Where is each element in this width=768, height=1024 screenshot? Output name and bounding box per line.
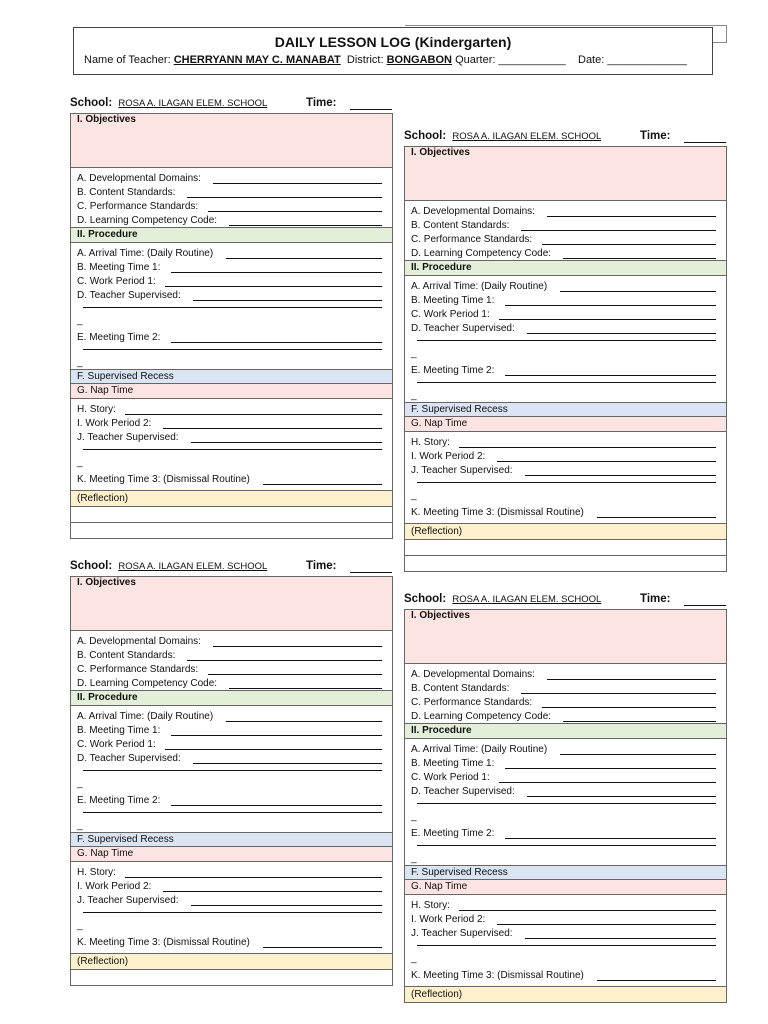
dash-mark: _ (77, 457, 83, 468)
dash-mark: _ (77, 315, 83, 326)
dash-mark: _ (77, 920, 83, 931)
blank-line (77, 766, 392, 780)
supervised-recess-row: F. Supervised Recess (405, 403, 726, 417)
teacher-label: Name of Teacher: (84, 54, 171, 66)
time-line (350, 572, 392, 573)
afternoon-details (405, 895, 726, 987)
performance-standards-field: C. Performance Standards: (411, 696, 726, 710)
top-rule (405, 25, 727, 26)
school-line (404, 593, 727, 609)
school-name: ROSA A. ILAGAN ELEM. SCHOOL (118, 561, 268, 572)
time-label: Time: (306, 560, 337, 572)
time-line (684, 142, 726, 143)
time-line (350, 109, 392, 110)
page-title: DAILY LESSON LOG (Kindergarten) (274, 34, 512, 50)
dash-mark: _ (411, 953, 417, 964)
procedure-row (405, 261, 726, 276)
dash-mark: _ (77, 357, 83, 368)
nap-time-row: G. Nap Time (71, 847, 392, 862)
procedure-label: II. Procedure (77, 229, 138, 240)
meeting-time-2-field: E. Meeting Time 2: (411, 827, 726, 841)
competency-code-field: D. Learning Competency Code: (411, 247, 726, 261)
district-label: District: (346, 54, 384, 66)
dash-mark: _ (411, 853, 417, 864)
procedure-details (71, 706, 392, 833)
teacher-supervised-d-field: D. Teacher Supervised: (77, 289, 392, 303)
reflection-row: (Reflection) (71, 491, 392, 507)
work-period-2-field: I. Work Period 2: (77, 880, 392, 894)
lesson-table (70, 576, 393, 986)
school-label: School: (70, 97, 113, 109)
arrival-time-field: A. Arrival Time: (Daily Routine) (77, 247, 392, 261)
blank-line (77, 908, 392, 922)
dash-mark: _ (411, 811, 417, 822)
reflection-row: (Reflection) (71, 954, 392, 970)
work-period-1-field: C. Work Period 1: (77, 738, 392, 752)
content-standards-field: B. Content Standards: (411, 219, 726, 233)
work-period-1-field: C. Work Period 1: (411, 308, 726, 322)
reflection-row: (Reflection) (405, 524, 726, 540)
procedure-row (71, 691, 392, 706)
procedure-details (405, 276, 726, 403)
objectives-row (71, 577, 392, 631)
work-period-2-field: I. Work Period 2: (411, 913, 726, 927)
objectives-row (405, 147, 726, 201)
objectives-details (405, 201, 726, 261)
dash-mark: _ (77, 820, 83, 831)
school-name: ROSA A. ILAGAN ELEM. SCHOOL (452, 594, 602, 605)
school-label: School: (404, 593, 447, 605)
school-name: ROSA A. ILAGAN ELEM. SCHOOL (452, 131, 602, 142)
teacher-supervised-j-field: J. Teacher Supervised: (411, 927, 726, 941)
teacher-supervised-j-field: J. Teacher Supervised: (411, 464, 726, 478)
lesson-table (404, 146, 727, 572)
blank-line (77, 303, 392, 317)
time-label: Time: (640, 593, 671, 605)
meeting-time-2-field: E. Meeting Time 2: (77, 331, 392, 345)
school-name: ROSA A. ILAGAN ELEM. SCHOOL (118, 98, 268, 109)
procedure-details (71, 243, 392, 370)
blank-line (411, 336, 726, 350)
teacher-supervised-d-field: D. Teacher Supervised: (411, 322, 726, 336)
meeting-time-3-field: K. Meeting Time 3: (Dismissal Routine) (77, 936, 392, 950)
dev-domains-field: A. Developmental Domains: (77, 172, 392, 186)
district-name: BONGABON (386, 54, 452, 66)
blank-line (411, 478, 726, 492)
objectives-details (405, 664, 726, 724)
lesson-block-3 (70, 560, 393, 986)
nap-time-row: G. Nap Time (71, 384, 392, 399)
competency-code-field: D. Learning Competency Code: (77, 677, 392, 691)
procedure-label: II. Procedure (77, 692, 138, 703)
meeting-time-3-field: K. Meeting Time 3: (Dismissal Routine) (77, 473, 392, 487)
meeting-time-2-field: E. Meeting Time 2: (77, 794, 392, 808)
top-corner-box (713, 25, 727, 43)
procedure-details (405, 739, 726, 866)
teacher-name: CHERRYANN MAY C. MANABAT (173, 54, 341, 66)
performance-standards-field: C. Performance Standards: (77, 663, 392, 677)
supervised-recess-row: F. Supervised Recess (405, 866, 726, 880)
dash-mark: _ (411, 490, 417, 501)
objectives-details (71, 631, 392, 691)
blank-line (411, 378, 726, 392)
blank-line (411, 799, 726, 813)
objectives-label: I. Objectives (77, 577, 136, 588)
blank-row (405, 540, 726, 556)
objectives-label: I. Objectives (411, 610, 470, 621)
log-header (73, 27, 713, 75)
competency-code-field: D. Learning Competency Code: (77, 214, 392, 228)
meeting-time-1-field: B. Meeting Time 1: (411, 757, 726, 771)
objectives-label: I. Objectives (411, 147, 470, 158)
dash-mark: _ (77, 778, 83, 789)
school-line (70, 560, 393, 576)
procedure-label: II. Procedure (411, 262, 472, 273)
time-line (684, 605, 726, 606)
blank-line (411, 941, 726, 955)
arrival-time-field: A. Arrival Time: (Daily Routine) (411, 743, 726, 757)
quarter-field: Quarter: ___________ (455, 54, 566, 66)
performance-standards-field: C. Performance Standards: (411, 233, 726, 247)
nap-time-row: G. Nap Time (405, 880, 726, 895)
reflection-row: (Reflection) (405, 987, 726, 1003)
meeting-time-3-field: K. Meeting Time 3: (Dismissal Routine) (411, 969, 726, 983)
objectives-row (71, 114, 392, 168)
dev-domains-field: A. Developmental Domains: (77, 635, 392, 649)
lesson-block-1 (70, 97, 393, 539)
story-field: H. Story: (411, 436, 726, 450)
lesson-block-2 (404, 130, 727, 572)
blank-row (71, 970, 392, 986)
blank-row (71, 507, 392, 523)
blank-row (405, 556, 726, 572)
blank-line (77, 445, 392, 459)
blank-line (411, 841, 726, 855)
afternoon-details (405, 432, 726, 524)
time-label: Time: (640, 130, 671, 142)
teacher-supervised-j-field: J. Teacher Supervised: (77, 431, 392, 445)
arrival-time-field: A. Arrival Time: (Daily Routine) (77, 710, 392, 724)
procedure-row (405, 724, 726, 739)
teacher-info (84, 54, 712, 66)
performance-standards-field: C. Performance Standards: (77, 200, 392, 214)
lesson-table (404, 609, 727, 1003)
meeting-time-1-field: B. Meeting Time 1: (77, 724, 392, 738)
meeting-time-1-field: B. Meeting Time 1: (411, 294, 726, 308)
meeting-time-2-field: E. Meeting Time 2: (411, 364, 726, 378)
story-field: H. Story: (77, 403, 392, 417)
lesson-block-4 (404, 593, 727, 1003)
work-period-1-field: C. Work Period 1: (77, 275, 392, 289)
afternoon-details (71, 862, 392, 954)
objectives-label: I. Objectives (77, 114, 136, 125)
school-label: School: (70, 560, 113, 572)
teacher-supervised-j-field: J. Teacher Supervised: (77, 894, 392, 908)
work-period-2-field: I. Work Period 2: (77, 417, 392, 431)
objectives-row (405, 610, 726, 664)
content-standards-field: B. Content Standards: (77, 186, 392, 200)
dev-domains-field: A. Developmental Domains: (411, 668, 726, 682)
blank-line (77, 808, 392, 822)
dev-domains-field: A. Developmental Domains: (411, 205, 726, 219)
supervised-recess-row: F. Supervised Recess (71, 833, 392, 847)
story-field: H. Story: (411, 899, 726, 913)
dash-mark: _ (411, 348, 417, 359)
procedure-label: II. Procedure (411, 725, 472, 736)
afternoon-details (71, 399, 392, 491)
time-label: Time: (306, 97, 337, 109)
procedure-row (71, 228, 392, 243)
supervised-recess-row: F. Supervised Recess (71, 370, 392, 384)
school-line (70, 97, 393, 113)
date-field: Date: _____________ (578, 54, 687, 66)
story-field: H. Story: (77, 866, 392, 880)
dash-mark: _ (411, 390, 417, 401)
work-period-2-field: I. Work Period 2: (411, 450, 726, 464)
competency-code-field: D. Learning Competency Code: (411, 710, 726, 724)
blank-line (77, 345, 392, 359)
lesson-table (70, 113, 393, 539)
objectives-details (71, 168, 392, 228)
school-label: School: (404, 130, 447, 142)
blank-row (71, 523, 392, 539)
meeting-time-3-field: K. Meeting Time 3: (Dismissal Routine) (411, 506, 726, 520)
work-period-1-field: C. Work Period 1: (411, 771, 726, 785)
teacher-supervised-d-field: D. Teacher Supervised: (411, 785, 726, 799)
school-line (404, 130, 727, 146)
content-standards-field: B. Content Standards: (77, 649, 392, 663)
arrival-time-field: A. Arrival Time: (Daily Routine) (411, 280, 726, 294)
nap-time-row: G. Nap Time (405, 417, 726, 432)
content-standards-field: B. Content Standards: (411, 682, 726, 696)
meeting-time-1-field: B. Meeting Time 1: (77, 261, 392, 275)
teacher-supervised-d-field: D. Teacher Supervised: (77, 752, 392, 766)
